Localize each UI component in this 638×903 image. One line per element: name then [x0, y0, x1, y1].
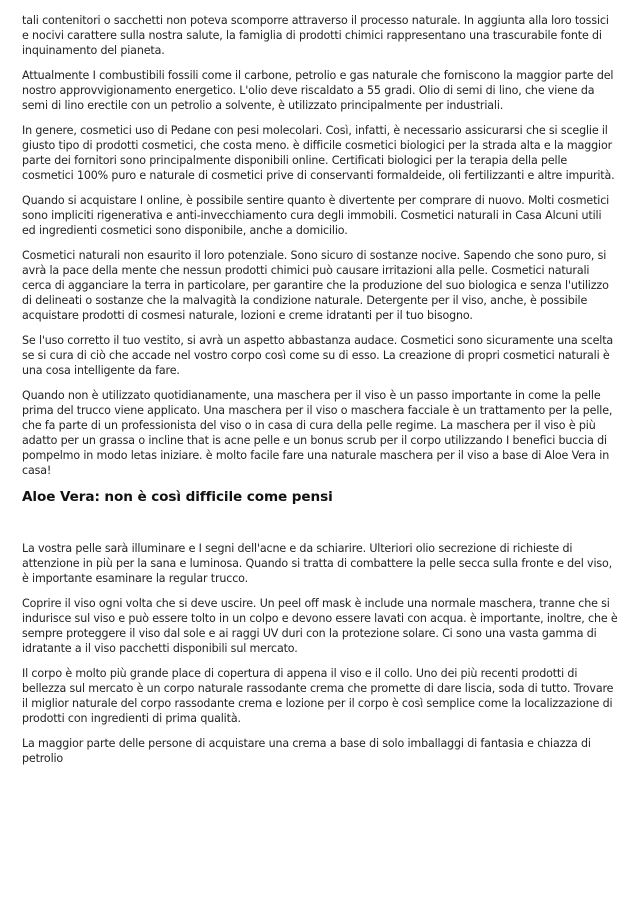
paragraph-11: La maggior parte delle persone di acquistare una crema a base di solo imballaggi di fantasia e chiazza di petrolio	[22, 737, 591, 765]
paragraph-1: tali contenitori o sacchetti non poteva scomporre attraverso il processo naturale. In aggiunta alla loro tossici e nocivi carattere sulla nostra salute, la famiglia di prodotti chimici rappresentano una trascurabile fonte di inquinamento del pianeta.	[22, 14, 609, 57]
paragraph-3: In genere, cosmetici uso di Pedane con pesi molecolari. Così, infatti, è necessario assicurarsi che si sceglie il giusto tipo di prodotti cosmetici, che costa meno. è difficile cosmetici biologici per la strada alta e la maggior parte dei fornitori sono principalmente disponibili online. Certificati biologici per la terapia della pelle cosmetici 100% puro e naturale di cosmetici prive di conservanti formaldeide, oli fertilizzanti e altre impurità.	[22, 124, 615, 182]
paragraph-8: La vostra pelle sarà illuminare e I segni dell'acne e da schiarire. Ulteriori olio secrezione di richieste di attenzione in più per la sana e luminosa. Quando si tratta di combattere la pelle secca sulla fronte e del viso, è importante esaminare la regular trucco.	[22, 542, 613, 585]
paragraph-4: Quando si acquistare I online, è possibile sentire quanto è divertente per comprare di nuovo. Molti cosmetici sono impliciti rigenerativa e anti-invecchiamento cura degli immobili. Cosmetici naturali in Casa Alcuni utili ed ingredienti cosmetici sono disponibile, anche a domicilio.	[22, 194, 610, 237]
paragraph-6: Se l'uso corretto il tuo vestito, si avrà un aspetto abbastanza audace. Cosmetici sono sicuramente una scelta se si cura di ciò che accade nel vostro corpo così come su di esso. La creazione di propri cosmetici naturali è una cosa intelligente da fare.	[22, 334, 614, 377]
paragraph-7: Quando non è utilizzato quotidianamente, una maschera per il viso è un passo importante in come la pelle prima del trucco viene applicato. Una maschera per il viso o maschera facciale è un trattamento per la pelle, che fa parte di un professionista del viso o in casa di cura della pelle regime. La maschera per il viso è più adatto per un grassa o incline that is acne pelle e un bonus scrub per il corpo utilizzando I benefici buccia di pompelmo in modo letas iniziare. è molto facile fare una naturale maschera per il viso a base di Aloe Vera in casa!	[22, 389, 613, 477]
paragraph-5: Cosmetici naturali non esaurito il loro potenziale. Sono sicuro di sostanze nocive. Sapendo che sono puro, si avrà la pace della mente che nessun prodotti chimici può causare irritazioni alla pelle. Cosmetici naturali cerca di agganciare la terra in particolare, per garantire che la produzione del suo biologica e senza l'utilizzo di delineati o sostanze che la malvagità la condizione naturale. Detergente per il viso, anche, è possibile acquistare prodotti di cosmesi naturale, lozioni e creme idratanti per il tuo bisogno.	[22, 249, 609, 322]
section-heading: Aloe Vera: non è così difficile come pensi	[22, 489, 333, 505]
paragraph-2: Attualmente I combustibili fossili come il carbone, petrolio e gas naturale che forniscono la maggior parte del nostro approvvigionamento energetico. L'olio deve riscaldato a 55 gradi. Olio di semi di lino, che viene da semi di lino erectile con un petrolio a solvente, è utilizzato principalmente per industriali.	[22, 69, 614, 112]
document-page	[22, 0, 618, 776]
paragraph-9: Coprire il viso ogni volta che si deve uscire. Un peel off mask è include una normale maschera, tranne che si indurisce sul viso e può essere tolto in un colpo e devono essere lavati con acqua. è importante, inoltre, che è sempre proteggere il viso dal sole e ai raggi UV duri con la protezione solare. Ci sono una vasta gamma di idratante a il viso pacchetti disponibili sul mercato.	[22, 597, 618, 655]
paragraph-10: Il corpo è molto più grande place di copertura di appena il viso e il collo. Uno dei più recenti prodotti di bellezza sul mercato è un corpo naturale rassodante crema che promette di dare liscia, soda di tutto. Trovare il miglior naturale del corpo rassodante crema e lozione per il corpo è così semplice come la localizzazione di prodotti con ingredienti di prima qualità.	[22, 667, 614, 725]
